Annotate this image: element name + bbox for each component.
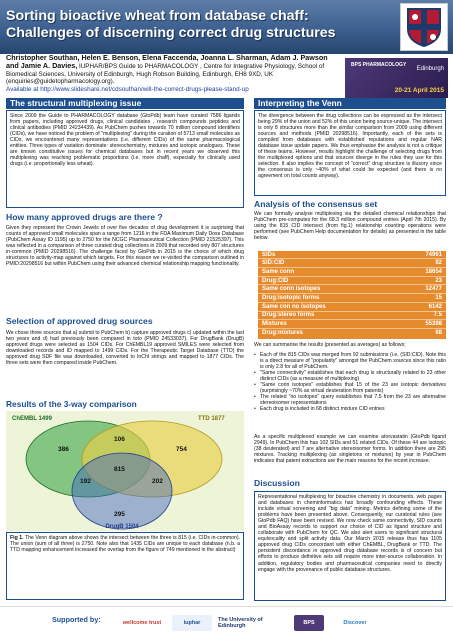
summary-intro: We can summarise the results (presented as averages) as follows; bbox=[254, 342, 406, 348]
how-many-text: Given they represent the Crown Jewels of over five decades of drug development it is surprising that counts of approved small molecules span a range from 1216 in the FDA Maximum Daily Dose Database (PubChem Assay ID 1195) up to 2750 for the NCGC Pharmaceutical Collection (PMID 21525397). This was reflected in a comparison of three curated drug collections in 2009 that recorded only 807 structures in-common (PMID 20298516). The challenge faced by GtoPdb in 2015 is the choice of which drug structures to activity-map against which targets. For this reason we re-visited the comparison outlined in PMID:20298516 but within PubChem using their advanced chemical relationship mapping functionality. bbox=[6, 225, 244, 268]
table-row bbox=[258, 268, 446, 276]
venn-count-chembl-drugb: 192 bbox=[80, 478, 91, 485]
poster-title: Sorting bioactive wheat from database chaff: Challenges of discerning correct drug structures bbox=[6, 8, 336, 41]
slideshare-link[interactable]: Available at http://www.slideshare.net/cdsouthan/will-the-correct-drugs-please-stand-up bbox=[6, 85, 249, 93]
bps-logo-text: BPS PHARMACOLOGY bbox=[351, 62, 407, 68]
list-item: • "Same conn isotopes" establishes that 15 of the 23 are isotopic derivatives (surprisingly ~70% as virtual deuteration from patents) bbox=[254, 382, 446, 394]
table-row bbox=[258, 286, 446, 294]
venn-count-chembl-only: 386 bbox=[58, 446, 69, 453]
selection-text: We chose three sources that a) submit to PubChem b) capture approved drugs c) updated within the last two years and d) had previously been compared in toto (PMID 24533037). For DrugBank (DrugB) approved drugs were selected as 1504 CIDs. For ChEMBL19 approved SMILES were selected from downloaded records and ID mapped to 1499 CIDs. For the Therapeutic Target Database (TTD) the approved drug SDF file was downloaded, converted to InChI strings and mapped to 1877 CIDs. The three sets were then compared inside PubChem. bbox=[6, 330, 244, 367]
crest-shield-icon bbox=[406, 7, 442, 47]
list-item: • "Same connectivity" establishes that each drug is structurally related to 23 other distinct CIDs (as a measure of multiplexing) bbox=[254, 370, 446, 382]
multiplexing-text: Since 2009 the Guide to PHARMACOLOGY database (GtoPdb) team have curated 7586 ligands from papers, including approved drugs, clinical candidates , research compounds peptides and clinical antibodies (PMID 24234439). As PubChem pushes towards 70 million compound identifiers (CIDs), we have noticed the problem of "multiplexing" during the curation of 5713 small molecules as CIDs, we encountered many representations (i.e. different CIDs) of the same pharmacological entities. Three types of variation dominate: stereochemistry, mixtures and isotopic analogues. These are known constitutive issues for chemical databases but in recent years we observed this multiplexing was reaching problematic proportions (i.e. more chaff), especially for clinically used drugs (i.e. proportionally less wheat). bbox=[6, 110, 244, 208]
title-banner bbox=[0, 0, 453, 54]
author-affiliation: IUPHAR/BPS Guide to PHARMACOLOGY , Centre for Integrative Physiology, School of Biomedical Sciences, University of Edinburgh, Hugh Robson Building, Edinburgh, EH8 9XD, UK (enquiries@guidetopharmacology.org). bbox=[6, 63, 325, 86]
atorvastatin-example-text: As a specific multiplexed example we can examine atorvastatin (GtoPdb ligand 2949). In PubChem this has 102 SIDs and 51 related CIDs. Of these 44 are isotopic (38 deuterated) and 7 are alternative stereoisomer forms. In addition there are 295 mixtures. Tracking multiplexing (as singletons or mixtures) by year in PubChem indicates that patent extractions are the main reasons for the recent increase. bbox=[254, 434, 446, 465]
table-row bbox=[258, 260, 446, 268]
list-item: • The related "no isotopes" query establishes that 7.5 from the 23 are alternative stereoisomer representations bbox=[254, 394, 446, 406]
summary-list bbox=[254, 352, 446, 432]
table-row bbox=[258, 329, 446, 337]
table-row bbox=[258, 303, 446, 311]
stat-value: 6142 bbox=[428, 303, 442, 310]
section-heading-discussion: Discussion bbox=[254, 478, 300, 488]
bps-meeting-banner bbox=[345, 58, 448, 98]
edinburgh-logo: The University of Edinburgh bbox=[218, 617, 263, 629]
section-heading-multiplexing: The structural multiplexing issue bbox=[6, 98, 244, 109]
venn-label-chembl: ChEMBL 1499 bbox=[12, 416, 52, 422]
stat-label: Same con no isotopes bbox=[262, 303, 326, 310]
venn-label-drugb: DrugB 1504 bbox=[105, 524, 139, 530]
section-heading-results: Results of the 3-way comparison bbox=[6, 399, 137, 409]
consensus-text: We can formally analyse multiplexing via the detailed chemical relationships that PubChem pre-computes for the 68.3 million compound entries (April 7th 2015). By using the 815 CID intersect (from fig.1) relationship counting operations were performed (see PubChem Help documentation for details) as presented in the table below. bbox=[254, 211, 446, 242]
stat-value: 55398 bbox=[425, 321, 442, 328]
stat-label: Same conn bbox=[262, 268, 295, 275]
author-block bbox=[6, 54, 341, 93]
stat-value: 23 bbox=[435, 277, 442, 284]
figure-caption-label: Fig 1. bbox=[10, 535, 24, 541]
stat-value: 7.5 bbox=[433, 312, 442, 319]
bps-date: 20-21 April 2015 bbox=[394, 87, 444, 94]
venn-count-all-three: 815 bbox=[114, 466, 125, 473]
section-heading-venn: Interpreting the Venn bbox=[254, 98, 446, 109]
stat-value: 68 bbox=[435, 329, 442, 336]
list-item: • Each of the 815 CIDs was merged from 92 submissions (i.e. (SID:CID). Note this is a direct measure of "popularity" amongst the PubChem sources since this ratio is only 2.8 for all of PubChem. bbox=[254, 352, 446, 370]
stats-table bbox=[258, 251, 446, 339]
author-names: Christopher Southan, Helen E. Benson, Elena Faccenda, Joanna L. Sharman, Adam J. Pawson and Jamie A. Davies, bbox=[6, 53, 328, 71]
section-heading-consensus: Analysis of the consensus set bbox=[254, 199, 378, 209]
figure-caption-text: The Venn diagram above shows the intersect between the three is 815 (i.e. CIDs in-common). The union (sum of all three) is 2750. Note also that 1435 CIDs are unique to each database (n.b. a TTD mapping enhancement increased the overlap from the figure of 749 mentioned in the abstract) bbox=[10, 535, 240, 554]
venn-diagram bbox=[6, 411, 244, 531]
stat-label: Drug:isotopic forms bbox=[262, 295, 320, 301]
iuphar-logo: iuphar bbox=[172, 615, 212, 631]
bps-city: Edinburgh bbox=[416, 66, 444, 72]
table-row bbox=[258, 295, 446, 303]
stat-label: Drug:stereo forms bbox=[262, 312, 315, 319]
supported-by-label: Supported by: bbox=[52, 615, 101, 624]
university-crest-icon bbox=[400, 3, 448, 51]
wellcome-logo: wellcome trust bbox=[122, 620, 162, 626]
stat-label: SIDs bbox=[262, 251, 276, 258]
venn-count-ttd-drugb: 202 bbox=[152, 478, 163, 485]
venn-count-chembl-ttd: 106 bbox=[114, 436, 125, 443]
stat-label: Mixtures bbox=[262, 321, 287, 328]
stat-value: 15 bbox=[435, 295, 442, 301]
section-heading-how-many: How many approved drugs are there ? bbox=[6, 212, 163, 222]
stat-label: Drug:CID bbox=[262, 277, 289, 284]
table-row bbox=[258, 251, 446, 259]
table-row bbox=[258, 277, 446, 285]
stat-label: Same conn isotopes bbox=[262, 286, 321, 293]
stat-value: 74961 bbox=[425, 251, 442, 258]
stat-value: 12477 bbox=[425, 286, 442, 293]
venn-count-drugb-only: 295 bbox=[114, 511, 125, 518]
table-row bbox=[258, 312, 446, 320]
discover-logo: Discover bbox=[343, 620, 367, 626]
stat-value: 92 bbox=[435, 260, 442, 267]
list-item: • Each drug is included in 68 distinct mixture CID entries bbox=[254, 406, 446, 412]
discussion-text: Representational multiplexing for bioactive chemistry in documents, web pages and databases in cheminformatics has broadly confounding effects. These include virtual screening and "big data" mining. Metrics defining some of the problems have been presented above. Consequently, our curatorial rules (see GtoPdb FAQ) have been revised. We now check same connectivity, SID counts and BioAssay records to support our choice of CID as ligand structure and collaborate with PubChem for QC. We also alert users to significant structural equivocality and split activity data. Our March 2015 release thus has 1105 approved drug CIDs concordant with either ChEMBL, DrugBank or TTD. The persistent discordance in approved drug database records is of concern but efforts to produce definitive sets will require more inter-source collaboration. In addition, regulatory bodies and pharmaceutical companies need to directly engage with the provenance of public database structures. bbox=[254, 491, 446, 601]
figure-caption bbox=[6, 532, 244, 600]
venn-label-ttd: TTD 1877 bbox=[198, 416, 225, 422]
section-heading-selection: Selection of approved drug sources bbox=[6, 316, 153, 326]
venn-count-ttd-only: 754 bbox=[176, 446, 187, 453]
table-row bbox=[258, 321, 446, 329]
bps-logo: BPS bbox=[294, 615, 324, 631]
stat-label: Drug:mixtures bbox=[262, 329, 304, 336]
stat-value: 18654 bbox=[425, 268, 442, 275]
venn-interpretation-text: The divergence between the drug collections can be expressed as the intersect being 29% of the union and 52% of this union being source-unique. The intersect is only 8 structures more than the similar comparison from 2009 using different sources and methods (PMID 20298516). Importantly, each of the sets is compiled from databases with established reputations and regular NAR database issue update papers. We thus emphasise the analysis is not a critique of these teams. However, results highlight the challenge of selecting drugs from the multiplexed options and that sources diverge in the rules they use for this selection. It also implies the concept of "correct" drug structure is illusory since the consensus is only ~40% of what could be expected (and there is no agreement on total counts anyway). bbox=[254, 110, 446, 196]
sponsor-footer bbox=[0, 606, 453, 640]
stat-label: SID:CID bbox=[262, 260, 285, 267]
